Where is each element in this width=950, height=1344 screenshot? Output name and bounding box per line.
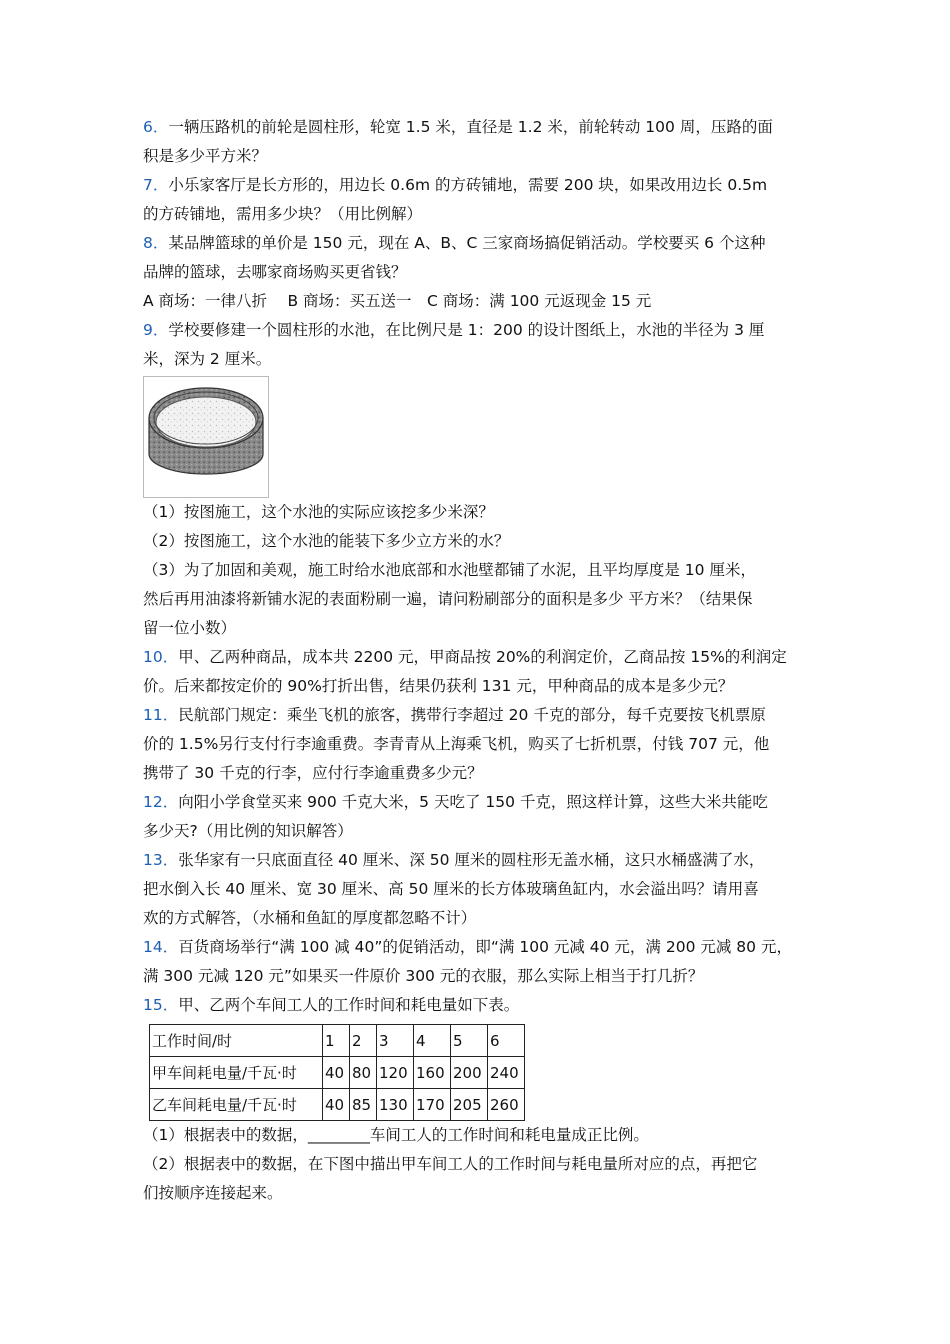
question-8-options: A 商场：一律八折 B 商场：买五送一 C 商场：满 100 元返现金 15 元: [143, 292, 652, 310]
question-14: 14．百货商场举行“满 100 减 40”的促销活动，即“满 100 元减 40 元，满 200 元减 80 元，: [143, 938, 792, 956]
question-12-cont: 多少天?（用比例的知识解答）: [143, 822, 353, 840]
question-11: 11．民航部门规定：乘坐飞机的旅客，携带行李超过 20 千克的部分，每千克要按飞机票原: [143, 706, 766, 724]
table-cell: 130: [377, 1089, 414, 1121]
question-12: 12．向阳小学食堂买来 900 千克大米，5 天吃了 150 千克，照这样计算，这些大米共能吃: [143, 793, 768, 811]
table-cell: 160: [414, 1057, 451, 1089]
question-number: 6．: [143, 118, 169, 136]
question-9: 9．学校要修建一个圆柱形的水池，在比例尺是 1：200 的设计图纸上，水池的半径为 3 厘: [143, 321, 765, 339]
question-9-sub-3-cont: 然后再用油漆将新铺水泥的表面粉刷一遍，请问粉刷部分的面积是多少 平方米？（结果保: [143, 590, 753, 608]
question-15: 15．甲、乙两个车间工人的工作时间和耗电量如下表。: [143, 996, 520, 1014]
question-10: 10．甲、乙两种商品，成本共 2200 元，甲商品按 20%的利润定价，乙商品按 15%的利润定: [143, 648, 787, 666]
question-number: 10．: [143, 648, 179, 666]
question-7-cont: 的方砖铺地，需用多少块？（用比例解）: [143, 205, 423, 223]
question-9-cont: 米，深为 2 厘米。: [143, 350, 272, 368]
question-11-cont2: 携带了 30 千克的行李，应付行李逾重费多少元？: [143, 764, 483, 782]
table-cell: 240: [488, 1057, 525, 1089]
question-number: 11．: [143, 706, 179, 724]
question-9-sub-2: （2）按图施工，这个水池的能装下多少立方米的水？: [143, 532, 510, 550]
question-9-sub-3: （3）为了加固和美观，施工时给水池底部和水池壁都铺了水泥，且平均厚度是 10 厘米，: [143, 561, 756, 579]
table-cell: 200: [451, 1057, 488, 1089]
table-row: [150, 1057, 525, 1089]
table-header-cell: 乙车间耗电量/千瓦·时: [150, 1089, 323, 1121]
question-number: 13．: [143, 851, 179, 869]
table-cell: 4: [414, 1025, 451, 1057]
question-14-cont: 满 300 元减 120 元”如果买一件原价 300 元的衣服，那么实际上相当于打几折？: [143, 967, 704, 985]
question-15-sub-2: （2）根据表中的数据，在下图中描出甲车间工人的工作时间与耗电量所对应的点，再把它: [143, 1155, 758, 1173]
table-header-cell: 工作时间/时: [150, 1025, 323, 1057]
question-8-cont: 品牌的篮球，去哪家商场购买更省钱？: [143, 263, 407, 281]
table-header-cell: 甲车间耗电量/千瓦·时: [150, 1057, 323, 1089]
question-13-cont2: 欢的方式解答，（水桶和鱼缸的厚度都忽略不计）: [143, 909, 477, 927]
question-9-sub-3-cont2: 留一位小数）: [143, 619, 237, 637]
table-cell: 120: [377, 1057, 414, 1089]
table-cell: 6: [488, 1025, 525, 1057]
question-15-sub-1: （1）根据表中的数据，________车间工人的工作时间和耗电量成正比例。: [143, 1126, 649, 1144]
table-cell: 40: [323, 1089, 350, 1121]
table-cell: 40: [323, 1057, 350, 1089]
question-6-cont: 积是多少平方米？: [143, 147, 268, 165]
content-column: [143, 113, 811, 1208]
table-cell: 2: [350, 1025, 377, 1057]
question-13: 13．张华家有一只底面直径 40 厘米、深 50 厘米的圆柱形无盖水桶，这只水桶盛满了水，: [143, 851, 765, 869]
power-consumption-table: [149, 1024, 525, 1121]
water-pool-figure: [143, 376, 269, 498]
table-cell: 260: [488, 1089, 525, 1121]
question-number: 14．: [143, 938, 179, 956]
table-cell: 205: [451, 1089, 488, 1121]
table-cell: 80: [350, 1057, 377, 1089]
table-cell: 85: [350, 1089, 377, 1121]
table-cell: 3: [377, 1025, 414, 1057]
table-cell: 5: [451, 1025, 488, 1057]
table-cell: 1: [323, 1025, 350, 1057]
question-15-sub-2-cont: 们按顺序连接起来。: [143, 1184, 283, 1202]
question-number: 9．: [143, 321, 169, 339]
question-13-cont: 把水倒入长 40 厘米、宽 30 厘米、高 50 厘米的长方体玻璃鱼缸内，水会溢出吗？请用喜: [143, 880, 759, 898]
question-6: 6．一辆压路机的前轮是圆柱形，轮宽 1.5 米，直径是 1.2 米，前轮转动 100 周，压路的面: [143, 118, 773, 136]
question-7: 7．小乐家客厅是长方形的，用边长 0.6m 的方砖铺地，需要 200 块，如果改用边长 0.5m: [143, 176, 768, 194]
table-row: [150, 1089, 525, 1121]
question-number: 8．: [143, 234, 169, 252]
question-number: 12．: [143, 793, 179, 811]
cylinder-pool-image: [143, 376, 269, 498]
question-10-cont: 价。后来都按定价的 90%打折出售，结果仍获利 131 元，甲种商品的成本是多少元？: [143, 677, 734, 695]
question-number: 7．: [143, 176, 169, 194]
question-11-cont: 价的 1.5%另行支付行李逾重费。李青青从上海乘飞机，购买了七折机票，付钱 707 元，他: [143, 735, 770, 753]
question-number: 15．: [143, 996, 179, 1014]
question-8: 8．某品牌篮球的单价是 150 元，现在 A、B、C 三家商场搞促销活动。学校要买 6 个这种: [143, 234, 766, 252]
table-row: [150, 1025, 525, 1057]
table-cell: 170: [414, 1089, 451, 1121]
question-9-sub-1: （1）按图施工，这个水池的实际应该挖多少米深？: [143, 503, 494, 521]
